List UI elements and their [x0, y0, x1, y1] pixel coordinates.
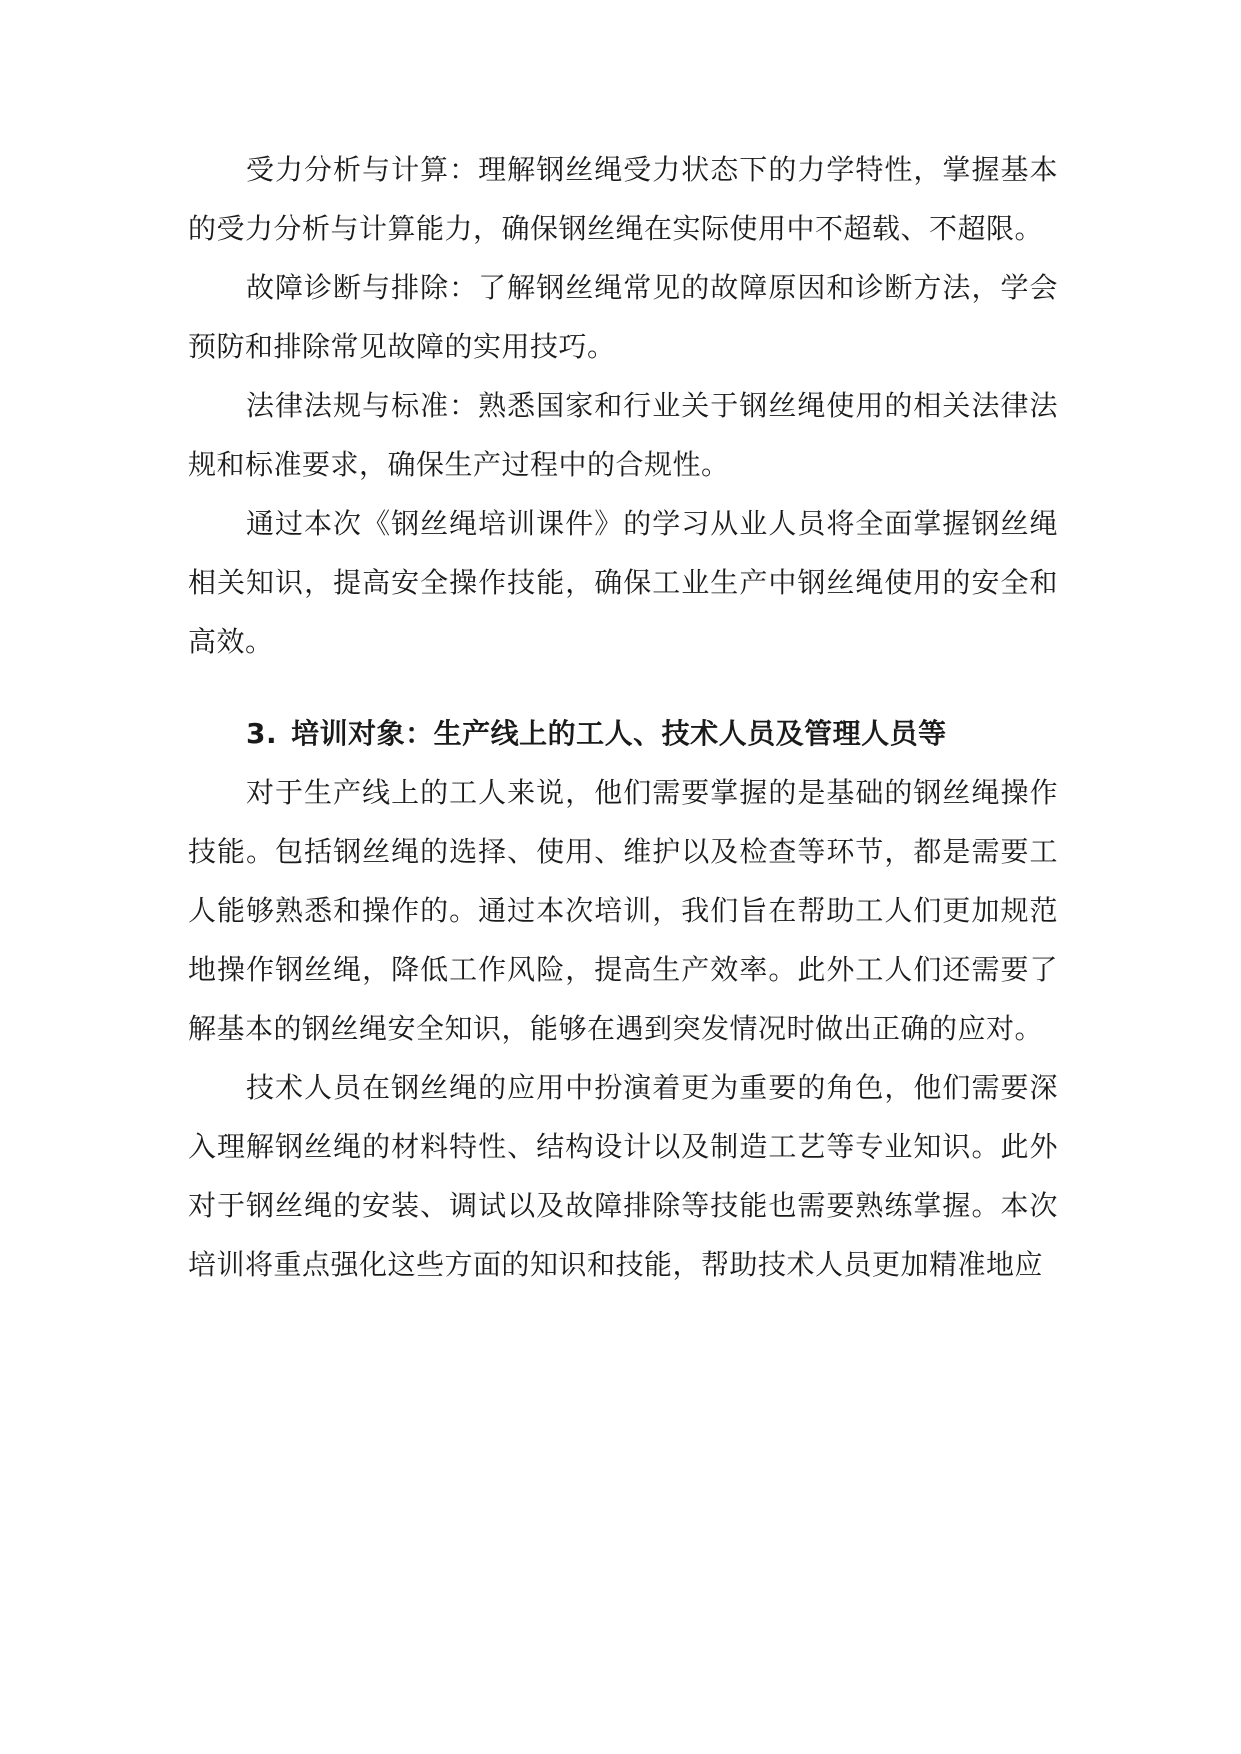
paragraph-force-analysis: 受力分析与计算：理解钢丝绳受力状态下的力学特性，掌握基本的受力分析与计算能力，确保钢丝绳在实际使用中不超载、不超限。	[188, 153, 1058, 245]
document-body	[188, 140, 1058, 1294]
section-title: 培训对象：生产线上的工人、技术人员及管理人员等	[291, 717, 947, 750]
paragraph-workers: 对于生产线上的工人来说，他们需要掌握的是基础的钢丝绳操作技能。包括钢丝绳的选择、使用、维护以及检查等环节，都是需要工人能够熟悉和操作的。通过本次培训，我们旨在帮助工人们更加规范地操作钢丝绳，降低工作风险，提高生产效率。此外工人们还需要了解基本的钢丝绳安全知识，能够在遇到突发情况时做出正确的应对。	[188, 776, 1058, 1045]
paragraph-technicians: 技术人员在钢丝绳的应用中扮演着更为重要的角色，他们需要深入理解钢丝绳的材料特性、结构设计以及制造工艺等专业知识。此外对于钢丝绳的安装、调试以及故障排除等技能也需要熟练掌握。本次培训将重点强化这些方面的知识和技能，帮助技术人员更加精准地应	[188, 1071, 1058, 1281]
paragraph-laws-standards: 法律法规与标准：熟悉国家和行业关于钢丝绳使用的相关法律法规和标准要求，确保生产过程中的合规性。	[188, 389, 1058, 481]
section-number: 3.	[246, 717, 278, 750]
paragraph-fault-diagnosis: 故障诊断与排除：了解钢丝绳常见的故障原因和诊断方法，学会预防和排除常见故障的实用技巧。	[188, 271, 1058, 363]
section-spacer	[188, 671, 1058, 704]
paragraph-summary: 通过本次《钢丝绳培训课件》的学习从业人员将全面掌握钢丝绳相关知识，提高安全操作技能，确保工业生产中钢丝绳使用的安全和高效。	[188, 507, 1058, 658]
section-heading	[188, 704, 1058, 763]
